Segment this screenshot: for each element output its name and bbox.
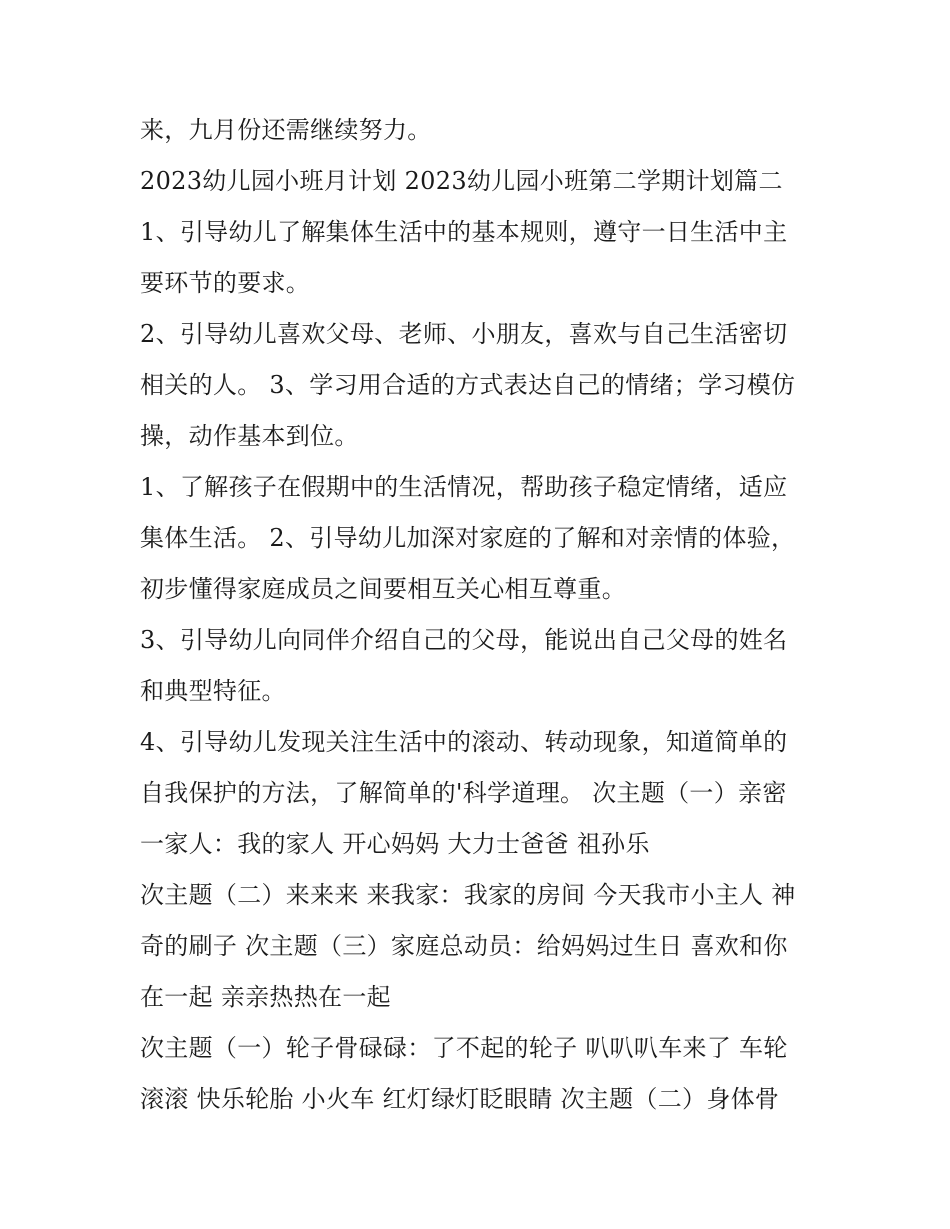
document-body: [140, 105, 820, 1125]
text-line: 初步懂得家庭成员之间要相互关心相互尊重。: [140, 575, 626, 603]
text-line: 2023幼儿园小班月计划 2023幼儿园小班第二学期计划篇二: [140, 167, 783, 195]
text-line: 2、引导幼儿喜欢父母、老师、小朋友，喜欢与自己生活密切: [140, 320, 788, 348]
text-line: 1、了解孩子在假期中的生活情况，帮助孩子稳定情绪，适应: [140, 473, 788, 501]
text-line: 自我保护的方法，了解简单的'科学道理。 次主题（一）亲密: [140, 779, 787, 807]
text-line: 操，动作基本到位。: [140, 422, 359, 450]
text-line: 滚滚 快乐轮胎 小火车 红灯绿灯眨眼睛 次主题（二）身体骨: [140, 1085, 780, 1113]
text-line: 一家人：我的家人 开心妈妈 大力士爸爸 祖孙乐: [140, 830, 650, 858]
text-line: 3、引导幼儿向同伴介绍自己的父母，能说出自己父母的姓名: [140, 626, 788, 654]
text-line: 次主题（二）来来来 来我家：我家的房间 今天我市小主人 神: [140, 881, 796, 909]
text-line: 要环节的要求。: [140, 269, 311, 297]
text-line: 和典型特征。: [140, 677, 286, 705]
text-line: 奇的刷子 次主题（三）家庭总动员：给妈妈过生日 喜欢和你: [140, 932, 788, 960]
text-line: 相关的人。 3、学习用合适的方式表达自己的情绪；学习模仿: [140, 371, 796, 399]
text-line: 次主题（一）轮子骨碌碌：了不起的轮子 叭叭叭车来了 车轮: [140, 1034, 788, 1062]
text-line: 1、引导幼儿了解集体生活中的基本规则，遵守一日生活中主: [140, 218, 788, 246]
text-line: 集体生活。 2、引导幼儿加深对家庭的了解和对亲情的体验，: [140, 524, 796, 552]
text-line: 4、引导幼儿发现关注生活中的滚动、转动现象，知道简单的: [140, 728, 788, 756]
text-line: 在一起 亲亲热热在一起: [140, 983, 391, 1011]
text-line: 来，九月份还需继续努力。: [140, 116, 432, 144]
